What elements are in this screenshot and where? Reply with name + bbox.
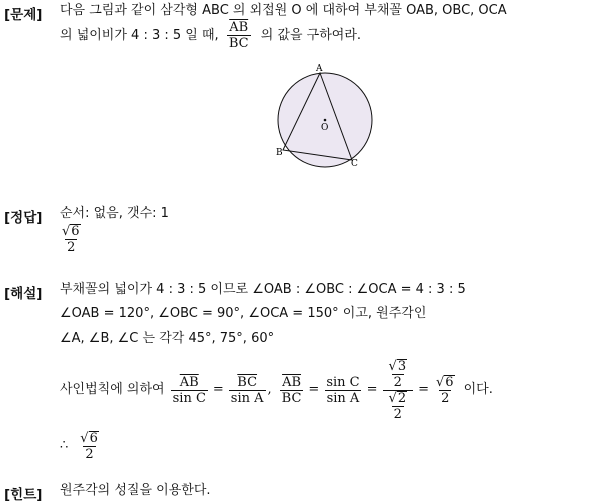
radicand-6: 6: [445, 374, 454, 390]
therefore-symbol: ∴: [60, 438, 69, 453]
explanation-line-4: [60, 350, 493, 430]
equals-sign-1: =: [212, 382, 224, 397]
fraction-sinc-sina: [324, 375, 361, 406]
final-fraction: [78, 431, 101, 462]
sqrt-sign-4: √: [436, 374, 445, 390]
answer-line-1: 순서: 없음, 갯수: 1: [60, 206, 169, 221]
answer-label: [정답]: [4, 210, 43, 226]
sqrt-sign-5: √: [80, 430, 89, 446]
frac-bc-num: $\overline{BC}$: [237, 374, 258, 390]
problem-frac-num: $\overline{AB}$: [229, 20, 249, 35]
explanation-line-3: ∠A, ∠B, ∠C 는 각각 45°, 75°, 60°: [60, 331, 275, 346]
vertex-a-label: A: [316, 64, 323, 74]
final-radicand: 6: [89, 430, 98, 446]
frac-sinc-den: sin C: [172, 390, 206, 406]
frac-sinc-num: sin C: [326, 374, 360, 390]
frac-ab-num-2: $\overline{AB}$: [282, 374, 302, 390]
equals-sign-2: =: [308, 382, 320, 397]
explanation-line-1: 부채꼴의 넓이가 4 : 3 : 5 이므로 ∠OAB : ∠OBC : ∠OCA = 4 : 3 : 5: [60, 282, 466, 297]
explanation-line-4-pre: 사인법칙에 의하여: [60, 382, 165, 397]
radicand-3: 3: [397, 358, 407, 374]
vertex-c-label: C: [351, 159, 358, 169]
comma: ,: [267, 382, 272, 397]
sqrt-sign: √: [62, 224, 71, 239]
hint-label: [힌트]: [4, 487, 43, 503]
problem-line-2: [60, 20, 361, 51]
problem-line-1: 다음 그림과 같이 삼각형 ABC 의 외접원 O 에 대하여 부채꼴 OAB, OBC, OCA: [60, 3, 507, 18]
answer-fraction: [60, 224, 83, 255]
problem-line-2-post: 의 값을 구하여라.: [260, 28, 362, 43]
answer-value: [58, 224, 85, 255]
center-o-label: O: [321, 123, 329, 133]
sqrt-sign-2: √: [388, 358, 397, 374]
explanation-label: [해설]: [4, 286, 43, 302]
frac-ab-num: $\overline{AB}$: [179, 374, 199, 390]
fraction-bc-sina: [229, 375, 266, 406]
compound-fraction: [383, 359, 414, 422]
explanation-line-4-post: 이다.: [463, 382, 493, 397]
fraction-sqrt6-2: [434, 375, 457, 406]
frac-sina-den-2: sin A: [326, 390, 360, 406]
fraction-ab-bc: [280, 375, 304, 406]
inner-bottom-den: 2: [393, 406, 402, 422]
equals-sign-3: =: [366, 382, 378, 397]
radicand-2: 2: [397, 390, 407, 406]
answer-radicand: 6: [71, 224, 80, 239]
inner-fraction-top: [387, 359, 410, 390]
frac-bc-den: BC: [281, 390, 302, 406]
final-denominator: 2: [85, 446, 94, 462]
center-point: [324, 119, 327, 122]
sqrt-sign-3: √: [388, 390, 397, 406]
answer-denominator: 2: [67, 240, 76, 255]
problem-label: [문제]: [4, 7, 43, 23]
inner-fraction-bottom: [387, 391, 410, 422]
problem-frac-den: BC: [228, 36, 249, 51]
inner-top-den: 2: [393, 374, 402, 390]
equals-sign-4: =: [418, 382, 429, 397]
frac-den-2: 2: [441, 390, 450, 406]
explanation-conclusion: [60, 428, 103, 464]
problem-line-2-pre: 의 넓이비가 4 : 3 : 5 일 때,: [60, 28, 219, 43]
hint-text: 원주각의 성질을 이용한다.: [60, 483, 211, 498]
vertex-b-label: B: [276, 148, 283, 158]
fraction-ab-sinc: [171, 375, 208, 406]
circumcircle-figure: [272, 62, 382, 172]
frac-sina-den: sin A: [230, 390, 264, 406]
problem-fraction: [227, 20, 251, 51]
explanation-line-2: ∠OAB = 120°, ∠OBC = 90°, ∠OCA = 150° 이고, 원주각인: [60, 306, 427, 321]
